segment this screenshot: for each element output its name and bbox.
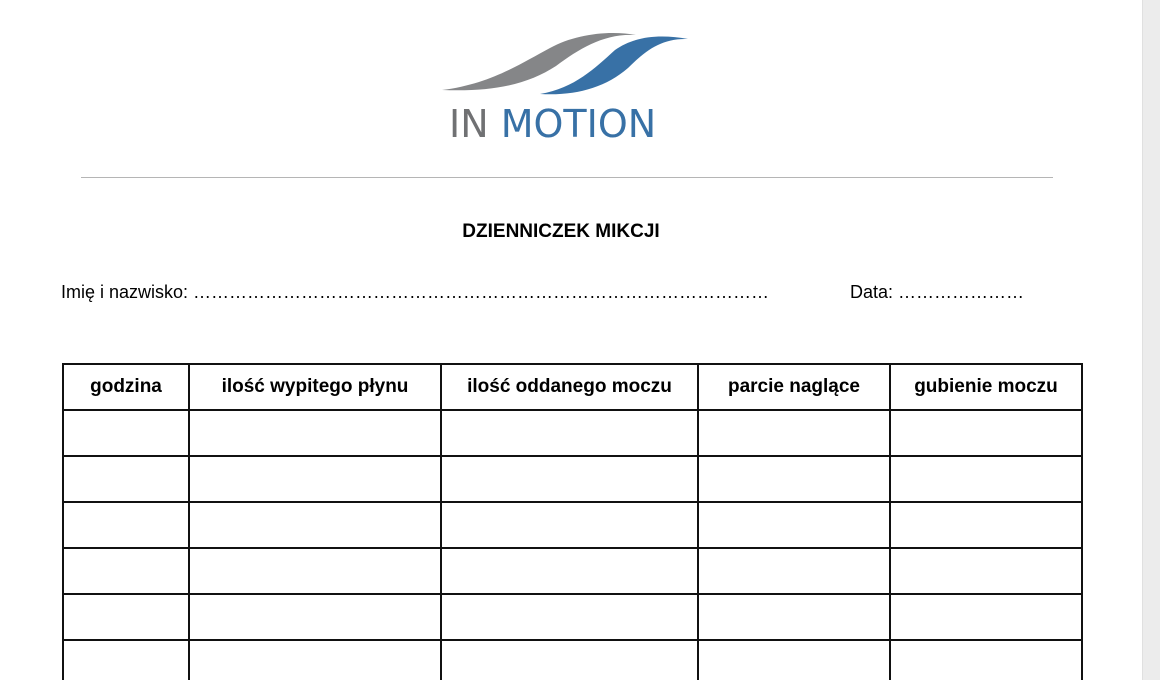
- viewer-edge: [1142, 0, 1160, 680]
- header-godzina: godzina: [63, 364, 189, 410]
- table-row: [63, 456, 1082, 502]
- table-cell: [63, 502, 189, 548]
- table-body: [63, 410, 1082, 680]
- table-cell: [698, 640, 890, 680]
- header-divider: [81, 177, 1053, 178]
- table-cell: [441, 502, 698, 548]
- table-cell: [890, 502, 1082, 548]
- header-ilosc-oddanego-moczu: ilość oddanego moczu: [441, 364, 698, 410]
- in-motion-logo-icon: [440, 28, 692, 98]
- table-cell: [63, 640, 189, 680]
- table-row: [63, 502, 1082, 548]
- table-cell: [441, 456, 698, 502]
- table-row: [63, 594, 1082, 640]
- table-cell: [189, 594, 441, 640]
- table-cell: [698, 456, 890, 502]
- table-cell: [63, 410, 189, 456]
- table-cell: [63, 548, 189, 594]
- table-cell: [189, 502, 441, 548]
- table-cell: [63, 594, 189, 640]
- table-cell: [890, 548, 1082, 594]
- table-cell: [441, 594, 698, 640]
- table-cell: [63, 456, 189, 502]
- header-gubienie-moczu: gubienie moczu: [890, 364, 1082, 410]
- table-cell: [890, 640, 1082, 680]
- document-title: DZIENNICZEK MIKCJI: [462, 221, 660, 242]
- table-cell: [890, 410, 1082, 456]
- table-row: [63, 640, 1082, 680]
- table-cell: [698, 594, 890, 640]
- brand-word-motion: MOTION: [500, 102, 657, 146]
- date-field-label: Data: …………………: [850, 282, 1025, 302]
- table-cell: [189, 640, 441, 680]
- brand-word-in: IN: [449, 102, 489, 146]
- header-ilosc-wypitego-plynu: ilość wypitego płynu: [189, 364, 441, 410]
- table-cell: [890, 594, 1082, 640]
- table-cell: [698, 410, 890, 456]
- voiding-diary-table: [62, 363, 1083, 680]
- table-cell: [890, 456, 1082, 502]
- table-header-row: [63, 364, 1082, 410]
- table-cell: [698, 502, 890, 548]
- header-parcie-naglace: parcie naglące: [698, 364, 890, 410]
- name-field-label: Imię i nazwisko: ……………………………………………………………………………………: [61, 282, 770, 302]
- table-row: [63, 548, 1082, 594]
- table-cell: [441, 640, 698, 680]
- table-row: [63, 410, 1082, 456]
- table-cell: [189, 548, 441, 594]
- table-cell: [441, 548, 698, 594]
- table-cell: [189, 410, 441, 456]
- table-cell: [441, 410, 698, 456]
- table-cell: [189, 456, 441, 502]
- brand-wordmark: [449, 100, 656, 148]
- table-cell: [698, 548, 890, 594]
